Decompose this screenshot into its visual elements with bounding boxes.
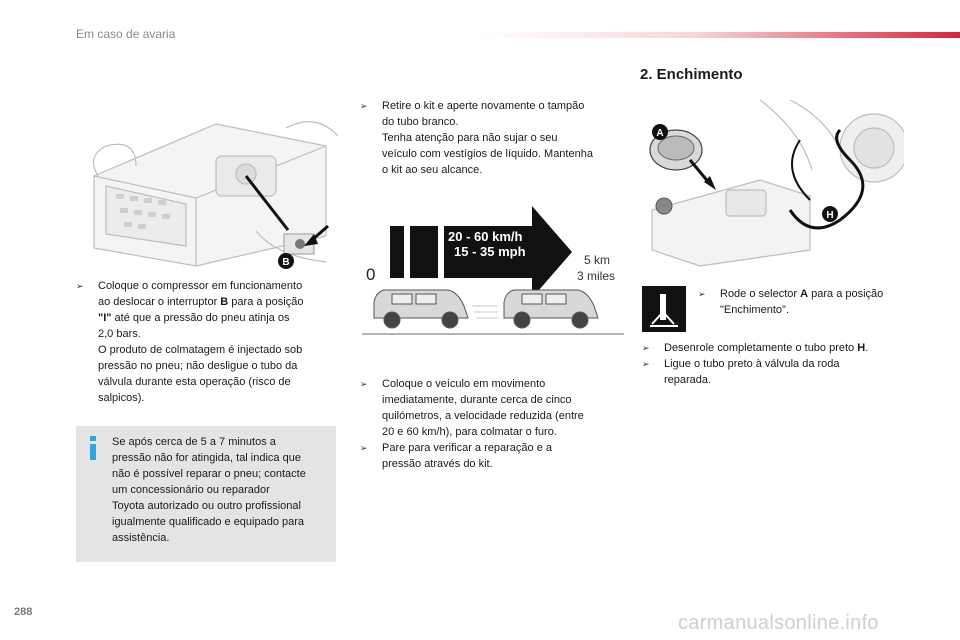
info-text: Se após cerca de 5 a 7 minutos a pressão não for atingida, tal indica que não é possível reparar o pneu; contacte um concessionário ou reparador Toyota autorizado ou outro profissional igualmente qualificado e equipado para assistência. — [112, 436, 306, 544]
label-b: B — [282, 257, 290, 268]
info-box — [76, 426, 336, 562]
bullet-icon: ➢ — [698, 289, 706, 299]
bullet-icon: ➢ — [642, 359, 650, 369]
position-i-ref: "I" — [98, 312, 112, 324]
check-text: Pare para verificar a reparação e a pressão através do kit. — [382, 442, 552, 470]
compressor-illustration — [76, 116, 338, 276]
remove-kit-text: Retire o kit e aperte novamente o tampão do tubo branco. Tenha atenção para não sujar o seu veículo com vestígios de líquido. Mantenha o kit ao seu alcance. — [382, 100, 593, 176]
selector-pictogram-icon — [642, 286, 686, 332]
speed-kmh: 20 - 60 km/h — [448, 229, 523, 244]
bullet-icon: ➢ — [360, 443, 368, 453]
compressor-text: Coloque o compressor em funcionamento ao deslocar o interruptor B para a posição "I" até que a pressão do pneu atinja os 2,0 bars. O produto de colmatagem é injectado sob pressão no pneu; não desligue o tubo da válvula durante esta operação (risco de salpicos). — [98, 280, 304, 404]
bullet-icon: ➢ — [642, 343, 650, 353]
drive-text: Coloque o veículo em movimento imediatamente, durante cerca de cinco quilómetros, a velocidade reduzida (entre 20 e 60 km/h), para colmatar o furo. — [382, 378, 584, 438]
van-left — [374, 290, 468, 328]
section-title: 2. Enchimento — [640, 66, 743, 83]
bullet-icon: ➢ — [76, 281, 84, 291]
selector-text: Rode o selector A para a posição "Enchimento". — [720, 288, 884, 316]
drive-instruction — [360, 376, 622, 440]
unroll-hose-text: Desenrole completamente o tubo preto H. — [664, 342, 869, 354]
distance-miles: 3 miles — [577, 269, 616, 283]
label-h: H — [826, 210, 834, 221]
check-instruction — [360, 440, 622, 472]
start-label: 0 — [366, 265, 376, 284]
header-title: Em caso de avaria — [76, 27, 176, 41]
unroll-hose-instruction — [642, 340, 906, 356]
header-accent-bar — [480, 32, 960, 38]
remove-kit-instruction — [360, 98, 622, 178]
selector-instruction — [698, 286, 904, 318]
van-right — [504, 290, 598, 328]
page-number: 288 — [14, 606, 33, 618]
selector-b-ref: B — [220, 296, 229, 308]
compressor-instructions — [76, 278, 338, 406]
label-a: A — [656, 128, 664, 139]
bullet-icon: ➢ — [360, 379, 368, 389]
connect-hose-instruction — [642, 356, 906, 388]
speed-mph: 15 - 35 mph — [454, 244, 526, 259]
driving-illustration — [362, 206, 624, 340]
distance-km: 5 km — [584, 253, 611, 267]
bullet-icon: ➢ — [360, 101, 368, 111]
inflation-illustration — [640, 100, 904, 270]
connect-hose-text: Ligue o tubo preto à válvula da roda reparada. — [664, 358, 840, 386]
info-icon — [88, 436, 98, 460]
watermark: carmanualsonline.info — [678, 612, 879, 634]
